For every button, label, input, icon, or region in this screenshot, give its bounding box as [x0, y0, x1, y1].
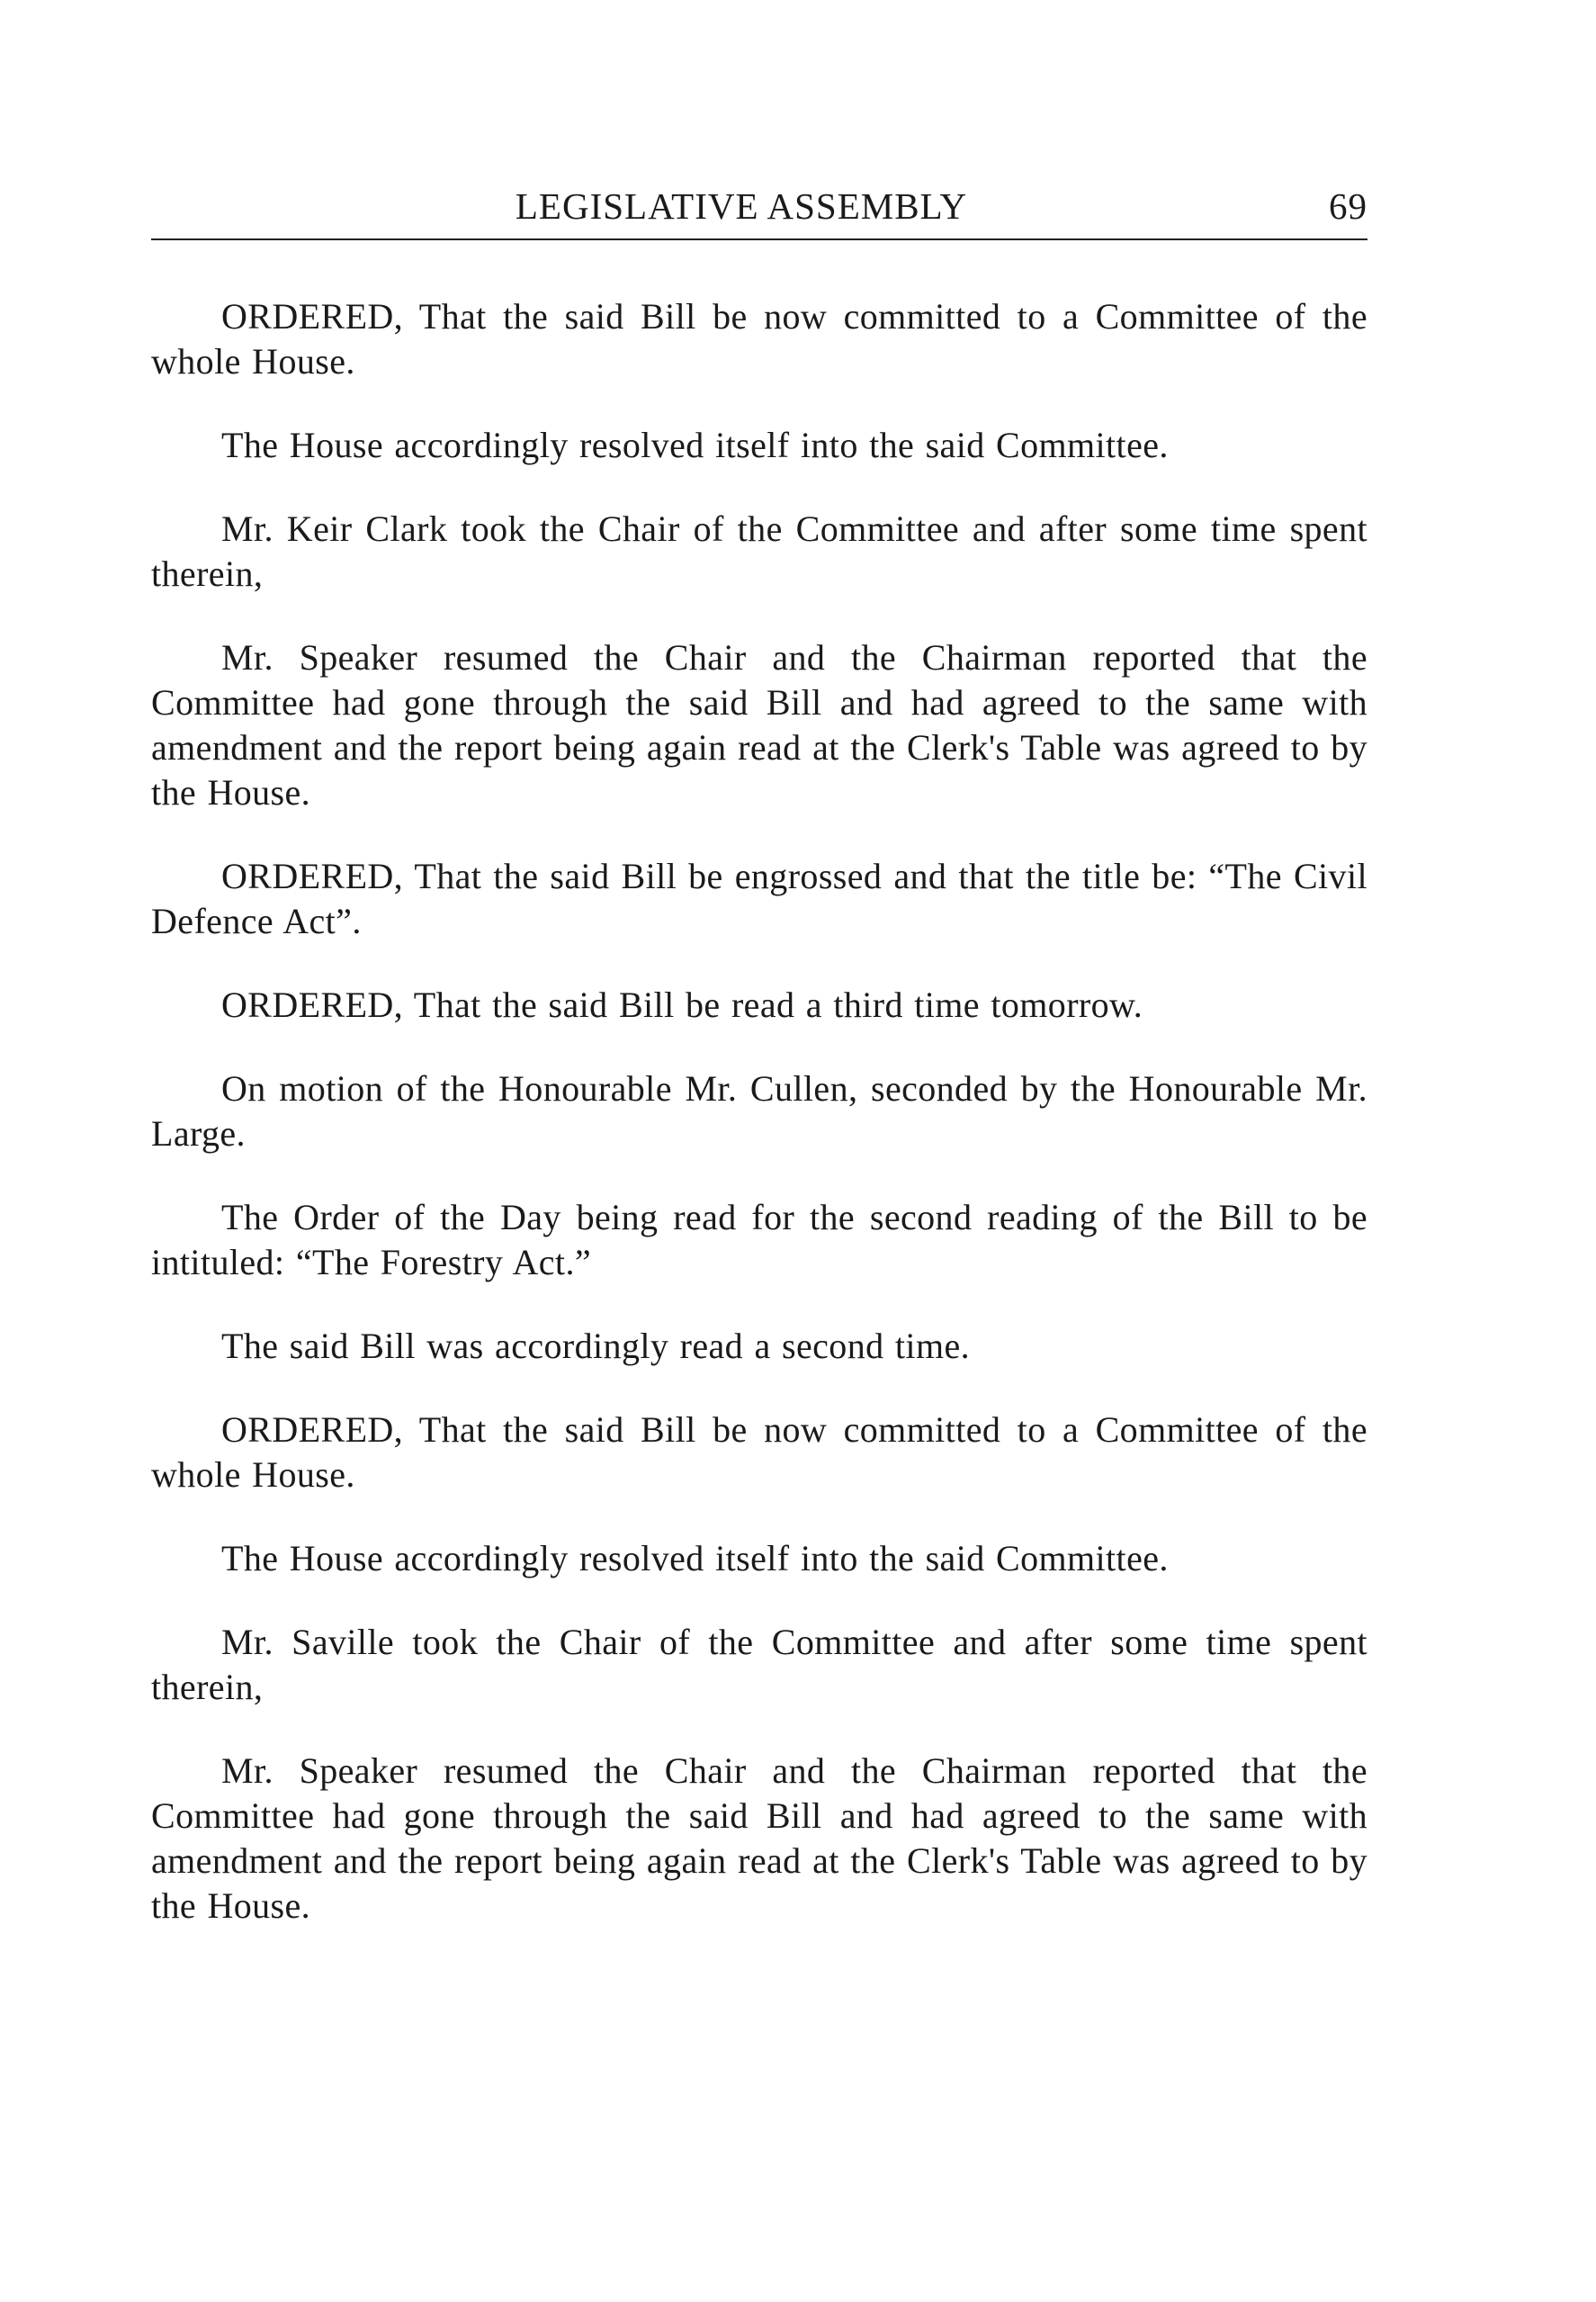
running-header: [151, 184, 1367, 235]
paragraph-resolved: The House accordingly resolved itself into the said Committee.: [221, 425, 1169, 465]
page-title: LEGISLATIVE ASSEMBLY: [515, 185, 968, 227]
paragraph-committal: ORDERED, That the said Bill be now committed to a Committee of the whole House.: [151, 296, 1367, 382]
paragraph-report: Mr. Speaker resumed the Chair and the Chairman reported that the Committee had gone through the said Bill and had agreed to the same with amendment and the report being again read at the Clerk's Table was agreed to by the House.: [151, 637, 1367, 813]
paragraph-report: Mr. Speaker resumed the Chair and the Chairman reported that the Committee had gone through the said Bill and had agreed to the same with amendment and the report being again read at the Clerk's Table was agreed to by the House.: [151, 1750, 1367, 1926]
journal-page: [151, 184, 1367, 1967]
paragraph-chair: Mr. Keir Clark took the Chair of the Committee and after some time spent therein,: [151, 508, 1367, 594]
paragraph-resolved: The House accordingly resolved itself into the said Committee.: [221, 1538, 1169, 1578]
paragraph-second-reading: The said Bill was accordingly read a second time.: [221, 1326, 971, 1366]
page-number: 69: [1329, 185, 1367, 227]
header-rule: [151, 238, 1367, 240]
paragraph-third-reading: ORDERED, That the said Bill be read a third time tomorrow.: [221, 985, 1143, 1025]
paragraph-chair: Mr. Saville took the Chair of the Committee and after some time spent therein,: [151, 1622, 1367, 1707]
paragraph-motion: On motion of the Honourable Mr. Cullen, seconded by the Honourable Mr. Large.: [151, 1068, 1367, 1154]
paragraph-order-of-day: The Order of the Day being read for the second reading of the Bill to be intituled: “The Forestry Act.”: [151, 1197, 1367, 1282]
paragraph-committal: ORDERED, That the said Bill be now committed to a Committee of the whole House.: [151, 1409, 1367, 1495]
paragraph-engrossed: ORDERED, That the said Bill be engrossed and that the title be: “The Civil Defence Act”.: [151, 856, 1367, 941]
